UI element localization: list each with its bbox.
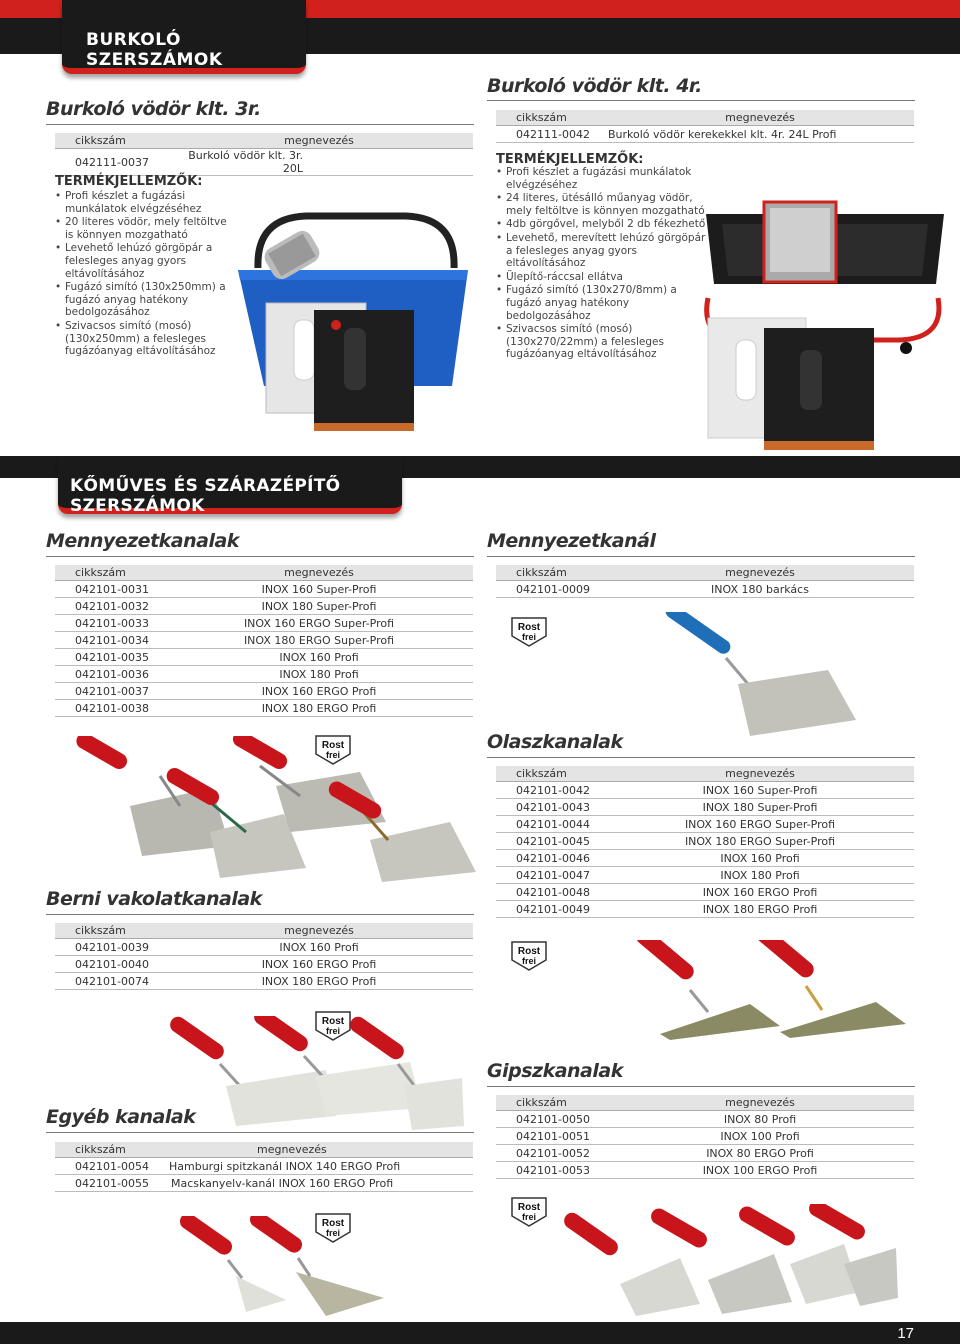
logo-text-line2: frei (521, 956, 537, 966)
logo-text-line1: Rost (321, 1016, 345, 1027)
table-row (496, 833, 914, 850)
row-name: Burkoló vödör kerekekkel klt. 4r. 24L Profi (606, 126, 914, 143)
logo-text-line1: Rost (517, 1202, 541, 1213)
bucket3-features-list (55, 190, 235, 359)
table-row (496, 901, 914, 918)
feature-item: • Szivacsos simító (mosó) (130x250mm) a felesleges fugázóanyag eltávolításához (55, 320, 235, 358)
gipsz-table (496, 1095, 914, 1179)
rostfrei-logo (510, 940, 548, 972)
row-name: Burkoló vödör klt. 3r. 20L (165, 149, 473, 176)
plaster-trowels-image (560, 1204, 900, 1320)
row-code: 042101-0055 (55, 1175, 165, 1192)
row-name: INOX 160 Super-Profi (165, 581, 473, 598)
black-bucket-set-image (700, 188, 950, 454)
feature-item: • Ülepítő-ráccsal ellátva (496, 271, 706, 284)
table-row (55, 615, 473, 632)
row-code: 042101-0074 (55, 973, 165, 990)
table-row (496, 884, 914, 901)
row-name: Macskanyelv-kanál INOX 160 ERGO Profi (165, 1175, 473, 1192)
table-row (496, 850, 914, 867)
other-trowels-image (176, 1216, 390, 1318)
row-code: 042101-0052 (496, 1145, 606, 1162)
header-code: cikkszám (496, 1095, 606, 1111)
header-name: megnevezés (165, 1142, 473, 1158)
table-row (55, 649, 473, 666)
logo-text-line1: Rost (321, 1218, 345, 1229)
row-code: 042101-0034 (55, 632, 165, 649)
ceiling-trowels-image (70, 736, 482, 886)
row-code: 042101-0009 (496, 581, 606, 598)
bucket3-title: Burkoló vödör klt. 3r. (46, 98, 261, 120)
table-header-row (55, 1142, 473, 1158)
logo-text-line1: Rost (517, 622, 541, 633)
table-row (496, 1128, 914, 1145)
bucket4-features-list (496, 166, 706, 362)
feature-item: • Profi készlet a fugázási munkálatok elvégzéséhez (55, 190, 235, 215)
feature-item: • Szivacsos simító (mosó) (130x270/22mm) a felesleges fugázóanyag eltávolításához (496, 323, 706, 361)
feature-item: • Profi készlet a fugázási munkálatok elvégzéséhez (496, 166, 706, 191)
gipsz-title-rule (487, 1086, 915, 1087)
row-name: INOX 180 ERGO Profi (165, 700, 473, 717)
bucket3-features-heading: TERMÉKJELLEMZŐK: (55, 174, 203, 189)
table-row (55, 149, 473, 176)
row-name: INOX 180 ERGO Super-Profi (606, 833, 914, 850)
table-header-row (55, 565, 473, 581)
header-name: megnevezés (606, 110, 914, 126)
row-name: INOX 100 ERGO Profi (606, 1162, 914, 1179)
olaszkanalak-table (496, 766, 914, 918)
berni-title-rule (46, 914, 474, 915)
logo-text-line2: frei (325, 750, 341, 760)
header-name: megnevezés (606, 1095, 914, 1111)
bucket3-title-rule (46, 124, 474, 125)
feature-item: • 24 literes, ütésálló műanyag vödör, mely feltöltve is könnyen mozgatható (496, 192, 706, 217)
bucket4-features-heading: TERMÉKJELLEMZŐK: (496, 152, 644, 167)
row-code: 042101-0033 (55, 615, 165, 632)
bucket4-title: Burkoló vödör klt. 4r. (487, 75, 702, 97)
row-code: 042101-0042 (496, 782, 606, 799)
feature-item: • Levehető lehúzó görgöpár a felesleges anyag gyors eltávolításához (55, 242, 235, 280)
table-row (55, 939, 473, 956)
header-code: cikkszám (496, 565, 606, 581)
row-name: INOX 160 ERGO Profi (165, 683, 473, 700)
logo-text-line1: Rost (321, 740, 345, 751)
table-row (55, 1175, 473, 1192)
header-name: megnevezés (165, 923, 473, 939)
mennyezetkanal-table (496, 565, 914, 598)
logo-text-line2: frei (521, 1212, 537, 1222)
row-name: INOX 160 Profi (165, 649, 473, 666)
row-name: INOX 180 Profi (165, 666, 473, 683)
feature-item: • 4db görgővel, melyből 2 db fékezhető (496, 218, 706, 231)
bern-trowels-image (166, 1016, 466, 1132)
table-header-row (496, 766, 914, 782)
blue-bucket-set-image (236, 208, 470, 436)
header-code: cikkszám (55, 133, 165, 149)
row-code: 042101-0040 (55, 956, 165, 973)
header-code: cikkszám (496, 766, 606, 782)
italian-trowels-image (630, 940, 910, 1040)
table-header-row (55, 133, 473, 149)
feature-item: • Levehető, merevített lehúzó görgöpár a felesleges anyag gyors eltávolításához (496, 232, 706, 270)
mennyezetkanalak-title: Mennyezetkanalak (46, 530, 239, 552)
feature-item: • Fugázó simító (130x250mm) a fugázó anyag hatékony bedolgozásához (55, 281, 235, 319)
header-name: megnevezés (165, 565, 473, 581)
bucket3-table (55, 133, 473, 176)
egyeb-table (55, 1142, 473, 1192)
row-name: INOX 160 ERGO Super-Profi (606, 816, 914, 833)
section-banner-tiles (62, 0, 306, 74)
table-header-row (496, 1095, 914, 1111)
olaszkanalak-title: Olaszkanalak (487, 731, 623, 753)
row-name: INOX 180 Super-Profi (606, 799, 914, 816)
row-code: 042101-0045 (496, 833, 606, 850)
table-row (496, 799, 914, 816)
row-code: 042101-0054 (55, 1158, 165, 1175)
mennyezetkanalak-title-rule (46, 556, 474, 557)
table-row (55, 956, 473, 973)
table-header-row (496, 565, 914, 581)
row-name: INOX 160 ERGO Super-Profi (165, 615, 473, 632)
row-code: 042101-0037 (55, 683, 165, 700)
rostfrei-logo (510, 616, 548, 648)
bottom-dark-bar (0, 1322, 960, 1344)
row-name: INOX 180 ERGO Profi (165, 973, 473, 990)
logo-text-line2: frei (325, 1026, 341, 1036)
mennyezetkanal-title: Mennyezetkanál (487, 530, 656, 552)
page-number: 17 (897, 1325, 914, 1342)
header-code: cikkszám (496, 110, 606, 126)
table-row (55, 598, 473, 615)
table-row (496, 1111, 914, 1128)
row-name: INOX 80 ERGO Profi (606, 1145, 914, 1162)
header-code: cikkszám (55, 565, 165, 581)
row-code: 042101-0032 (55, 598, 165, 615)
berni-title: Berni vakolatkanalak (46, 888, 262, 910)
table-row (55, 973, 473, 990)
header-name: megnevezés (606, 565, 914, 581)
row-code: 042101-0053 (496, 1162, 606, 1179)
row-name: INOX 160 Profi (165, 939, 473, 956)
row-code: 042101-0048 (496, 884, 606, 901)
header-name: megnevezés (606, 766, 914, 782)
row-code: 042101-0050 (496, 1111, 606, 1128)
row-name: INOX 180 Profi (606, 867, 914, 884)
row-code: 042101-0035 (55, 649, 165, 666)
table-row (55, 632, 473, 649)
row-name: INOX 180 ERGO Profi (606, 901, 914, 918)
section-banner-masonry (58, 456, 402, 514)
bucket4-title-rule (487, 100, 915, 101)
section-banner-tiles-label: BURKOLÓ SZERSZÁMOK (86, 30, 223, 70)
table-row (496, 816, 914, 833)
row-name: INOX 180 Super-Profi (165, 598, 473, 615)
logo-text-line2: frei (325, 1228, 341, 1238)
header-code: cikkszám (55, 923, 165, 939)
row-name: INOX 160 ERGO Profi (165, 956, 473, 973)
row-code: 042101-0047 (496, 867, 606, 884)
mennyezetkanalak-table (55, 565, 473, 717)
table-row (496, 581, 914, 598)
rostfrei-logo (510, 1196, 548, 1228)
egyeb-title-rule (46, 1132, 474, 1133)
logo-text-line1: Rost (517, 946, 541, 957)
row-name: INOX 100 Profi (606, 1128, 914, 1145)
row-name: INOX 160 Super-Profi (606, 782, 914, 799)
table-row (55, 700, 473, 717)
table-header-row (496, 110, 914, 126)
table-row (496, 1162, 914, 1179)
table-row (496, 126, 914, 143)
egyeb-title: Egyéb kanalak (46, 1106, 196, 1128)
row-name: INOX 180 barkács (606, 581, 914, 598)
blue-handle-trowel-image (660, 612, 860, 738)
table-row (55, 683, 473, 700)
feature-item: • 20 literes vödör, mely feltöltve is könnyen mozgatható (55, 216, 235, 241)
table-row (55, 1158, 473, 1175)
berni-table (55, 923, 473, 990)
row-code: 042111-0042 (496, 126, 606, 143)
row-code: 042101-0046 (496, 850, 606, 867)
header-code: cikkszám (55, 1142, 165, 1158)
row-code: 042111-0037 (55, 149, 165, 176)
table-row (496, 1145, 914, 1162)
table-row (496, 782, 914, 799)
row-code: 042101-0036 (55, 666, 165, 683)
gipsz-title: Gipszkanalak (487, 1060, 623, 1082)
mennyezetkanal-title-rule (487, 556, 915, 557)
row-code: 042101-0043 (496, 799, 606, 816)
row-name: Hamburgi spitzkanál INOX 140 ERGO Profi (165, 1158, 473, 1175)
header-name: megnevezés (165, 133, 473, 149)
table-row (55, 666, 473, 683)
logo-text-line2: frei (521, 632, 537, 642)
row-name: INOX 160 ERGO Profi (606, 884, 914, 901)
row-code: 042101-0049 (496, 901, 606, 918)
row-code: 042101-0051 (496, 1128, 606, 1145)
table-row (55, 581, 473, 598)
olaszkanalak-title-rule (487, 757, 915, 758)
section-banner-masonry-label: KŐMŰVES ÉS SZÁRAZÉPÍTŐ SZERSZÁMOK (70, 476, 341, 516)
feature-item: • Fugázó simító (130x270/8mm) a fugázó anyag hatékony bedolgozásához (496, 284, 706, 322)
row-code: 042101-0031 (55, 581, 165, 598)
table-row (496, 867, 914, 884)
row-name: INOX 160 Profi (606, 850, 914, 867)
row-code: 042101-0038 (55, 700, 165, 717)
row-code: 042101-0044 (496, 816, 606, 833)
row-code: 042101-0039 (55, 939, 165, 956)
row-name: INOX 180 ERGO Super-Profi (165, 632, 473, 649)
bucket4-table (496, 110, 914, 143)
row-name: INOX 80 Profi (606, 1111, 914, 1128)
table-header-row (55, 923, 473, 939)
